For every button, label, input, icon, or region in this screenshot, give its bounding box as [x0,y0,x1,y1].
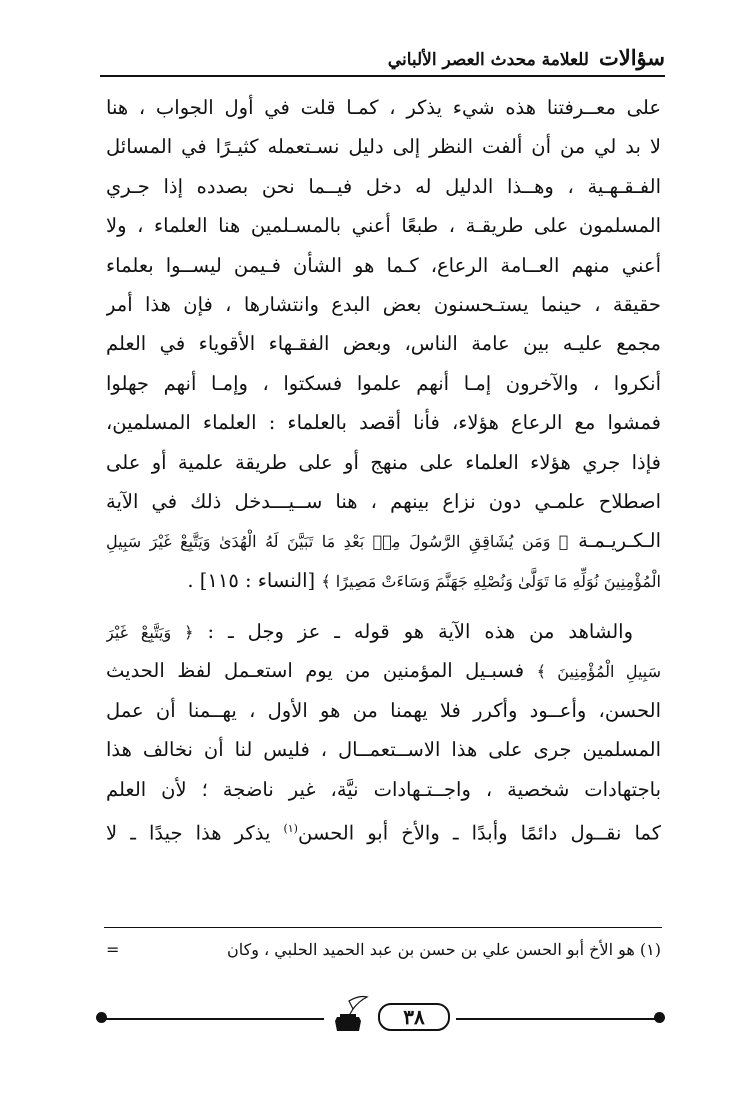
text-line: المسلمين جرى على هذا الاســتعمــال ، فليس لنا أن نخالف هذا [106,738,661,762]
footnote [106,940,661,959]
quran-verse: ﴿ وَيَتَّبِعْ غَيْرَ [106,623,194,643]
book-logo: سؤالات [598,45,665,70]
footnote-text: (١) هو الأخ أبو الحسن علي بن حسن بن عبد الحميد الحلبي ، وكان [227,940,661,959]
inkwell-quill-icon [329,995,369,1033]
verse-line [106,521,661,560]
footer-rule-left [104,1018,324,1020]
footnote-continuation: = [106,940,120,959]
text-line [106,651,661,690]
text-line: أنكروا ، والآخرون إمـا أنهم علموا فسكتوا ، وإمـا أنهم جهلوا [106,371,661,395]
quran-verse: ﴿ وَمَن يُشَاقِقِ الرَّسُولَ مِنۢ بَعْدِ مَا تَبَيَّنَ لَهُ الْهُدَىٰ وَيَتَّبِعْ غَيْرَ سَبِيلِ [106,532,569,552]
footnote-ref[interactable]: (١) [283,822,298,836]
text-line: كما نقــول دائمًا وأبدًا ـ والأخ أبو الحسن$^{(١)}$ يذكر هذا جيدًا ـ لا [106,821,661,845]
para-text: والشاهد من هذه الآية هو قوله ـ عز وجل ـ : [207,620,634,644]
quran-verse: الْمُؤْمِنِينَ نُوَلِّهِ مَا تَوَلَّىٰ وَنُصْلِهِ جَهَنَّمَ وَسَاءَتْ مَصِيرًا ﴾ [321,571,661,591]
text-line: أعني منهم العــامة الرعاع، كـما هو الشأن فـيمن ليســوا بعلماء [106,253,661,277]
text-line: باجتهادات شخصية ، واجــتـهادات نيَّة، غير ناضجة ؛ لأن العلم [106,777,661,801]
text-line: حقيقة ، حينما يستـحسنون بعض البدع وانتشارها ، فإن هذا أمر [106,292,661,316]
page-footer [96,1003,666,1043]
text-line: المسلمون على طريقـة ، طبعًا أعني بالمسـلمين هنا العلماء ، ولا [106,214,661,238]
main-text [106,88,661,848]
header-rule [100,75,665,77]
footer-rule-right [456,1018,656,1020]
text-line: فمشوا مع الرعاع هؤلاء، فأنا أقصد بالعلماء : العلماء المسلمين، [106,411,661,435]
text-line [106,612,661,651]
text-line: لا بد لي من أن ألفت النظر إلى دليل نسـتعمله كثيـرًا في المسائل [106,135,661,159]
text-line: اصطلاح علمـي دون نزاع بينهم ، هنا ســيـــدخل ذلك في الآية [106,489,661,513]
verse-citation: [النساء : ١١٥] . [187,568,316,592]
text-line: مجمع عليـه بين عامة الناس، وبعض الفقـهاء الأقوياء في العلم [106,332,661,356]
verse-lead: الـكـريـمـة [578,529,661,553]
text-line: الحسن، وأعــود وأكرر فلا يهمنا من هو الأول ، يهــمنا أن عمل [106,698,661,722]
running-header [100,34,665,70]
verse-line [106,561,661,600]
footnote-rule [104,927,662,928]
quran-verse: سَبِيلِ الْمُؤْمِنِينَ ﴾ [536,662,661,682]
text-line: فإذا جري هؤلاء العلماء على منهج أو على طريقة علمية أو على [106,450,661,474]
text-line: على معــرفتنا هذه شيء يذكر ، كمـا قلت في أول الجواب ، هنا [106,96,661,119]
header-title: للعلامة محدث العصر الألباني [387,50,589,70]
footer-dot-right [654,1012,665,1023]
page-number: ٣٨ [378,1003,450,1031]
text-line: الفـقـهـية ، وهــذا الدليل له دخل فيــما نحن بصدده إذا جـري [106,174,661,198]
para-text: فسبـيل المؤمنين من يوم استعـمل لفظ الحديث [106,659,525,683]
